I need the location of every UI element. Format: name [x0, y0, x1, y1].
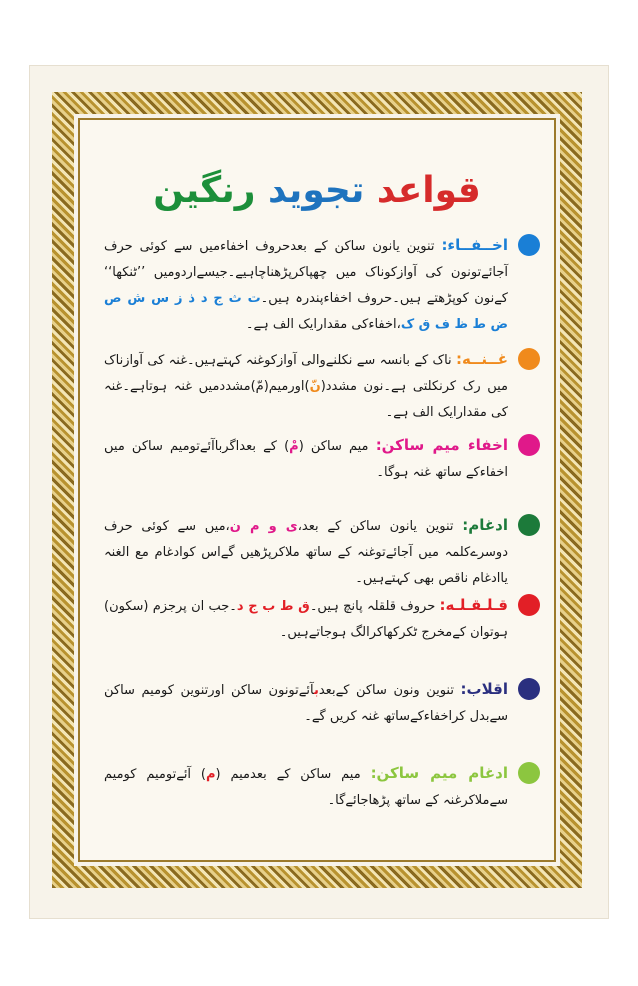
- rule-text: [104, 232, 508, 338]
- rule-text: [104, 512, 508, 592]
- rule-body-start: میم ساکن (: [298, 439, 369, 454]
- title-word-3: رنگین: [153, 170, 256, 211]
- rule-text: [104, 346, 508, 426]
- rule-label: قـلـقـلـه:: [439, 596, 508, 614]
- bullet-dot-icon: [518, 678, 540, 700]
- rule-highlight: ب: [313, 683, 319, 698]
- title-word-1: قواعد: [376, 170, 481, 211]
- rule-body-start: میم ساکن کے بعدمیم (: [215, 767, 361, 782]
- rule-body-start: تنوین یانون ساکن کے بعدحروف اخفاءمیں سے کوئی حرف آجائےتونون کی آوازکوناک میں چھپاکرپڑھناچاہیے۔جیسےاردومیں ’’ٹنکھا‘‘ کےنون کوپڑھتے ہیں۔حروف اخفاءپندرہ ہیں۔: [104, 239, 508, 306]
- rule-highlight: نّ: [309, 379, 321, 394]
- bullet-dot-icon: [518, 234, 540, 256]
- rule-item: [104, 760, 538, 814]
- bullet-dot-icon: [518, 434, 540, 456]
- rule-text: [104, 760, 508, 814]
- bullet-dot-icon: [518, 514, 540, 536]
- rule-item: [104, 346, 538, 426]
- rule-item: [104, 512, 538, 592]
- bullet-dot-icon: [518, 348, 540, 370]
- content-panel: [78, 118, 556, 862]
- rule-text: [104, 592, 508, 646]
- rule-body-start: تنوین ونون ساکن کےبعد: [318, 683, 454, 698]
- rule-label: غــنــه:: [456, 350, 509, 368]
- rule-label: ادغام:: [462, 516, 508, 534]
- rule-label: اخفاء میم ساکن:: [375, 436, 508, 454]
- rule-body-end: )اورمیم(مّ)مشددمیں غنہ ہوتاہے۔غنہ کی مقدارایک الف ہے۔: [104, 379, 508, 420]
- page-title: [78, 170, 556, 211]
- rule-body-end: ۔جب ان پرجزم (سکون) ہوتوان کےمخرج ٹکرکھاکرالگ ہوجاتےہیں۔: [104, 599, 508, 640]
- rule-item: [104, 232, 538, 338]
- rule-text: [104, 432, 508, 486]
- rule-label: اقلاب:: [460, 680, 508, 698]
- bullet-dot-icon: [518, 762, 540, 784]
- rule-body-end: ) آئےتومیم کومیم سےملاکرغنہ کے ساتھ پڑھاجائےگا۔: [104, 767, 508, 808]
- rule-highlight: ت ث ج د ذ ز س ش ص ض ط ظ ف ق ک: [104, 291, 508, 332]
- rule-highlight: ق ط ب ج د: [236, 599, 310, 614]
- rule-body-end: ) کے بعداگرباآئےتومیم ساکن میں اخفاءکے ساتھ غنہ ہوگا۔: [104, 439, 508, 480]
- rule-highlight: مْ: [289, 439, 299, 454]
- rule-item: [104, 676, 538, 730]
- rule-body-start: تنوین یانون ساکن کے بعد،: [297, 519, 454, 534]
- rule-label: اخــفــاء:: [441, 236, 508, 254]
- rule-item: [104, 432, 538, 486]
- rule-label: ادغام میم ساکن:: [370, 764, 508, 782]
- rule-item: [104, 592, 538, 646]
- rule-body-end: آئےتونون ساکن اورتنوین کومیم ساکن سےبدل کراخفاءکےساتھ غنہ کریں گے۔: [104, 683, 508, 724]
- rule-body-end: ،اخفاءکی مقدارایک الف ہے۔: [245, 317, 401, 332]
- bullet-dot-icon: [518, 594, 540, 616]
- rule-body-start: حروف قلقلہ پانچ ہیں۔: [309, 599, 436, 614]
- rule-body-end: ،میں سے کوئی حرف دوسرےکلمہ میں آجائےتوغنہ کے ساتھ ملاکرپڑھیں گےاس کوادغام مع الغنہ یاادغام ناقص بھی کہتےہیں۔: [104, 519, 508, 586]
- rule-highlight: م: [206, 767, 216, 782]
- rule-text: [104, 676, 508, 730]
- rule-body-start: ناک کے بانسہ سے نکلنےوالی آوازکوغنہ کہتےہیں۔غنہ کی آوازناک میں رک کرنکلتی ہے۔نون مشدد(: [104, 353, 508, 394]
- rule-highlight: ی و م ن: [229, 519, 298, 534]
- title-word-2: تجوید: [268, 170, 365, 211]
